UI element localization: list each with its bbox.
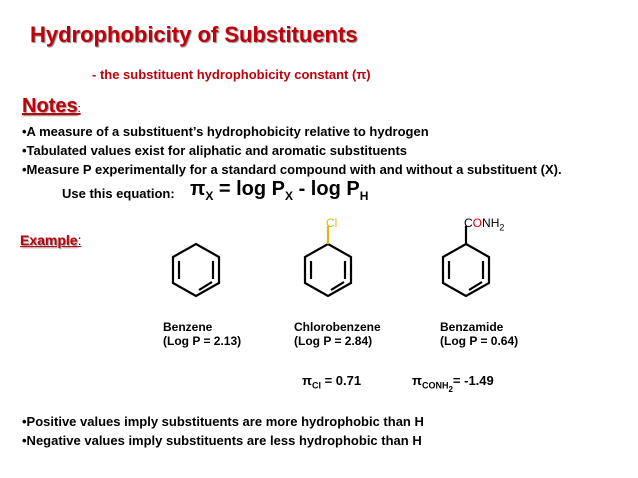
pi-symbol: π — [190, 178, 206, 200]
chlorobenzene-structure — [305, 226, 351, 296]
molecule-logp: (Log P = 2.84) — [294, 334, 373, 348]
notes-heading-text: Notes — [22, 95, 78, 117]
equation-log-ph: - log P — [293, 178, 360, 200]
bullet-item: •Tabulated values exist for aliphatic and aromatic substituents — [22, 143, 408, 158]
pi-conh2-subscript-2: 2 — [448, 384, 453, 394]
pi-symbol: π — [412, 373, 422, 388]
pi-conh2-subscript: CONH — [421, 380, 449, 391]
conclusion-item: •Positive values imply substituents are more hydrophobic than H — [22, 414, 424, 429]
benzene-structure — [173, 244, 219, 296]
oxygen-atom-label: O — [472, 216, 483, 230]
slide-title: Hydrophobicity of Substituents — [30, 22, 358, 47]
pi-conh2-value — [412, 373, 494, 394]
hydrogen-count-label: 2 — [499, 222, 505, 233]
chlorine-label: Cl — [326, 216, 338, 230]
conclusion-item: •Negative values imply substituents are less hydrophobic than H — [22, 433, 422, 448]
molecule-name: Chlorobenzene — [294, 320, 381, 334]
bullet-item: •A measure of a substituent’s hydrophobicity relative to hydrogen — [22, 124, 429, 139]
equation-x-subscript: X — [205, 189, 214, 203]
example-colon: : — [77, 232, 82, 248]
molecule-name: Benzamide — [440, 320, 504, 334]
slide-subtitle: - the substituent hydrophobicity constant (π) — [92, 67, 371, 82]
molecule-logp: (Log P = 0.64) — [440, 334, 519, 348]
nitrogen-atom-label: N — [482, 216, 491, 230]
example-heading-text: Example — [20, 232, 78, 248]
equation-label: Use this equation: — [62, 186, 175, 201]
equation-log-px: = log P — [213, 178, 286, 200]
pi-symbol: π — [302, 373, 312, 388]
pi-cl-value — [302, 373, 361, 391]
pi-cl-number: = 0.71 — [320, 373, 362, 388]
molecule-name: Benzene — [163, 320, 213, 334]
hydrogen-atom-label: H — [490, 216, 500, 230]
pi-cl-subscript: Cl — [311, 380, 321, 391]
equation-ph-subscript: H — [359, 189, 369, 203]
notes-colon: : — [77, 103, 81, 115]
benzamide-structure — [443, 226, 489, 296]
pi-conh2-number: = -1.49 — [452, 373, 494, 388]
carbon-atom-label: C — [464, 216, 473, 230]
molecule-logp: (Log P = 2.13) — [163, 334, 242, 348]
equation-px-subscript: X — [285, 189, 294, 203]
bullet-item: •Measure P experimentally for a standard compound with and without a substituent (X). — [22, 162, 562, 177]
